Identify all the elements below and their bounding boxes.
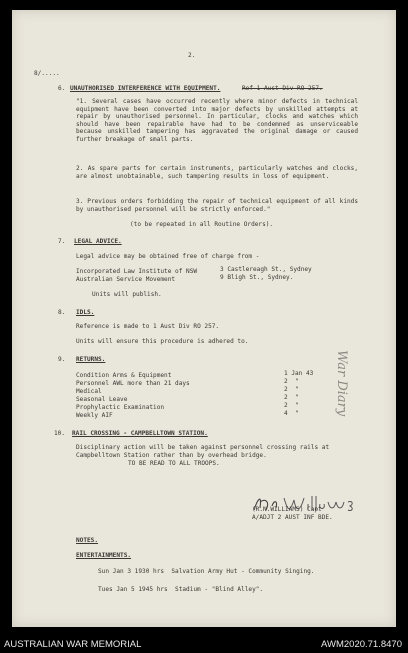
section-8-number: 8.: [58, 309, 66, 316]
section-9-heading: RETURNS.: [76, 356, 106, 363]
footer-right: AWM2020.71.8470: [321, 639, 402, 650]
section-10-heading: RAIL CROSSING - CAMPBELLTOWN STATION.: [72, 430, 208, 437]
section-10-notice: TO BE READ TO ALL TROOPS.: [128, 460, 220, 467]
margin-note-war-diary: War Diary: [334, 350, 349, 417]
section-6-ref: Ref 1 Aust Div RO 257.: [242, 85, 323, 92]
notes-line-1: Sun Jan 3 1930 hrs Salvation Army Hut - Community Singing.: [98, 568, 315, 575]
return-value-5: 2 ": [284, 402, 299, 409]
return-value-3: 2 ": [284, 386, 299, 393]
section-7-number: 7.: [58, 238, 66, 245]
section-6-number: 6.: [58, 85, 66, 92]
section-7-org-2: Australian Service Movement: [76, 276, 176, 283]
section-10-number: 10.: [54, 430, 66, 437]
section-7-intro: Legal advice may be obtained free of charge from -: [76, 253, 260, 260]
notes-subheading: ENTERTAINMENTS.: [76, 552, 132, 559]
footer-bar: [0, 636, 408, 653]
return-value-2: 2 ": [284, 378, 299, 385]
section-6-heading: UNAUTHORISED INTERFERENCE WITH EQUIPMENT.: [70, 85, 221, 92]
section-9-number: 9.: [58, 356, 66, 363]
page-number: 2.: [188, 52, 196, 59]
section-7-close: Units will publish.: [92, 291, 162, 298]
return-label-2: Personnel AWL more than 21 days: [76, 380, 190, 387]
section-8-heading: IDLS.: [76, 309, 95, 316]
section-7-address-2: 9 Bligh St., Sydney.: [220, 274, 294, 281]
continuation-mark: 8/.....: [34, 70, 60, 77]
return-value-4: 2 ": [284, 394, 299, 401]
section-8-line-1: Reference is made to 1 Aust Div RO 257.: [76, 323, 220, 330]
return-label-4: Seasonal Leave: [76, 396, 128, 403]
section-6-note: (to be repeated in all Routine Orders).: [130, 221, 274, 228]
signatory-unit: A/ADJT 2 AUST INF BDE.: [252, 514, 333, 521]
notes-line-2: Tues Jan 5 1945 hrs Stadium - "Blind Alley".: [98, 586, 264, 593]
section-7-org-1: Incorporated Law Institute of NSW: [76, 268, 198, 275]
return-value-1: 1 Jan 43: [284, 370, 314, 377]
return-label-3: Medical: [76, 388, 102, 395]
section-10-para: Disciplinary action will be taken against personnel crossing rails at Campbelltown Station rather than by overhead bridge.: [76, 444, 330, 459]
section-8-line-2: Units will ensure this procedure is adhered to.: [76, 338, 249, 345]
section-7-address-1: 3 Castlereagh St., Sydney: [220, 266, 312, 273]
section-6-para-3: 3. Previous orders forbidding the repair of technical equipment of all kinds by unauthorised personnel will be strictly enforced.": [76, 198, 358, 213]
footer-left: AUSTRALIAN WAR MEMORIAL: [4, 639, 142, 650]
return-value-6: 4 ": [284, 410, 299, 417]
section-6-para-1: "1. Several cases have occurred recently where minor defects in technical equipment have been converted into major defects by unskilled attempts at repair by unauthorised personnel. In particular, clocks and watches which should have been repairable have had to be condemned as unserviceable because unskilled tampering has aggravated the original damage or caused further breakage of small parts.: [76, 98, 358, 143]
return-label-6: Weekly AIF: [76, 412, 113, 419]
signatory-name: (R.N.WILLIAMS) Capt: [252, 506, 322, 513]
return-label-5: Prophylactic Examination: [76, 404, 165, 411]
return-label-1: Condition Arms & Equipment: [76, 372, 172, 379]
notes-heading: NOTES.: [76, 537, 99, 544]
section-7-heading: LEGAL ADVICE.: [74, 238, 122, 245]
section-6-para-2: 2. As spare parts for certain instruments, particularly watches and clocks, are almost unobtainable, such tampering results in loss of equipment.: [76, 165, 358, 180]
document-page: [12, 10, 396, 627]
